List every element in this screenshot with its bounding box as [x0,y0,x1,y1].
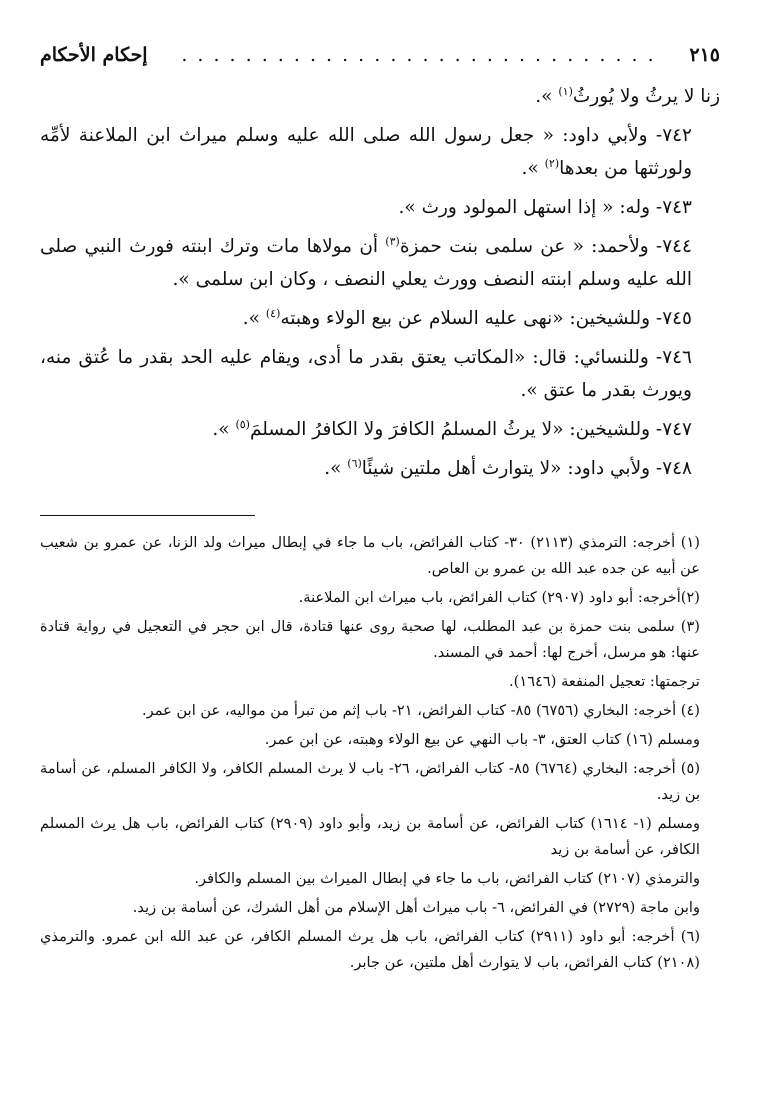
footnote: (٣) سلمى بنت حمزة بن عبد المطلب، لها صحبة روى عنها قتادة، قال ابن حجر في التعجيل في رواية قتادة عنها: هو مرسل، أخرج لها: أحمد في المسند. [40,618,700,661]
page-number: ٢١٥ [689,44,720,66]
footnote-ref: (٥) [235,417,250,431]
footnote-ref: (٣) [385,234,400,248]
footnotes [40,530,720,976]
footnote: (٤) أخرجه: البخاري (٦٧٥٦) ٨٥- كتاب الفرائض، ٢١- باب إثم من تبرأ من مواليه، عن ابن عمر. [142,702,700,719]
book-page [40,38,720,1078]
footnote: (١) أخرجه: الترمذي (٢١١٣) ٣٠- كتاب الفرائض، باب ما جاء في إبطال ميراث ولد الزنا، عن عمرو بن شعيب عن أبيه عن جده عبد الله بن عمرو بن العاص. [40,534,700,577]
footnote-ref: (٦) [347,456,362,470]
hadith-paragraph: ٧٤٣- وله: « إذا استهل المولود ورث ». [398,197,692,218]
hadith-paragraph: ٧٤٨- ولأبي داود: «لا يتوارث أهل ملتين شيئًا$^{(٦)}$ ». [324,456,692,479]
hadith-paragraph: ٧٤٧- وللشيخين: «لا يرثُ المسلمُ الكافرَ ولا الكافرُ المسلمَ$^{(٥)}$ ». [212,417,692,440]
running-header [40,38,720,72]
footnote: (٥) أخرجه: البخاري (٦٧٦٤) ٨٥- كتاب الفرائض، ٢٦- باب لا يرث المسلم الكافر، ولا الكافر المسلم، عن أسامة بن زيد. [40,760,701,803]
footnote: (٦) أخرجه: أبو داود (٢٩١١) كتاب الفرائض، باب هل يرث المسلم الكافر، عن عبد الله ابن عمرو. والترمذي (٢١٠٨) كتاب الفرائض، باب لا يتوارث أهل ملتين، عن جابر. [40,928,701,971]
main-text [40,80,720,485]
header-leader-dots: . . . . . . . . . . . . . . . . . . . . . . . . . . . . . . [181,44,656,66]
footnote-ref: (٢) [544,156,560,170]
separator-line [40,515,255,516]
book-title: إحكام الأحكام [40,44,148,66]
footnote: ومسلم (١- ١٦١٤) كتاب الفرائض، عن أسامة بن زيد، وأبو داود (٢٩٠٩) كتاب الفرائض، باب هل يرث المسلم الكافر، عن أسامة بن زيد [40,815,701,858]
hadith-paragraph: ٧٤٢- ولأبي داود: « جعل رسول الله صلى الله عليه وسلم ميراث ابن الملاعنة لأمِّه ولورثتها من بعدها$^{(٢)}$ ». [40,125,692,179]
footnote: ترجمتها: تعجيل المنفعة (١٦٤٦). [509,673,700,690]
footnote: ومسلم (١٦) كتاب العتق، ٣- باب النهي عن بيع الولاء وهبته، عن ابن عمر. [264,731,700,748]
footnote: (٢)أخرجه: أبو داود (٢٩٠٧) كتاب الفرائض، باب ميراث ابن الملاعنة. [298,589,700,606]
footnote-ref: (١) [558,84,573,98]
footnote-ref: (٤) [265,306,281,320]
hadith-paragraph: ٧٤٦- وللنسائي: قال: «المكاتب يعتق بقدر ما أدى، ويقام عليه الحد بقدر ما عُتق منه، ويورث بقدر ما عتق ». [40,347,692,401]
footnote: وابن ماجة (٢٧٢٩) في الفرائض، ٦- باب ميراث أهل الإسلام من أهل الشرك، عن أسامة بن زيد. [132,899,700,916]
hadith-paragraph: ٧٤٤- ولأحمد: « عن سلمى بنت حمزة$^{(٣)}$ أن مولاها مات وترك ابنته فورث النبي صلى الله عليه وسلم ابنته النصف وورث يعلي النصف ، وكان ابن سلمى ». [40,234,692,290]
hadith-paragraph: ٧٤٥- وللشيخين: «نهى عليه السلام عن بيع الولاء وهبته$^{(٤)}$ ». [242,306,692,329]
footnote: والترمذي (٢١٠٧) كتاب الفرائض، باب ما جاء في إبطال الميراث بين المسلم والكافر. [194,870,700,887]
footnote-separator [40,515,720,516]
hadith-paragraph: زنا لا يرثُ ولا يُورثُ$^{(١)}$ ». [535,84,720,107]
